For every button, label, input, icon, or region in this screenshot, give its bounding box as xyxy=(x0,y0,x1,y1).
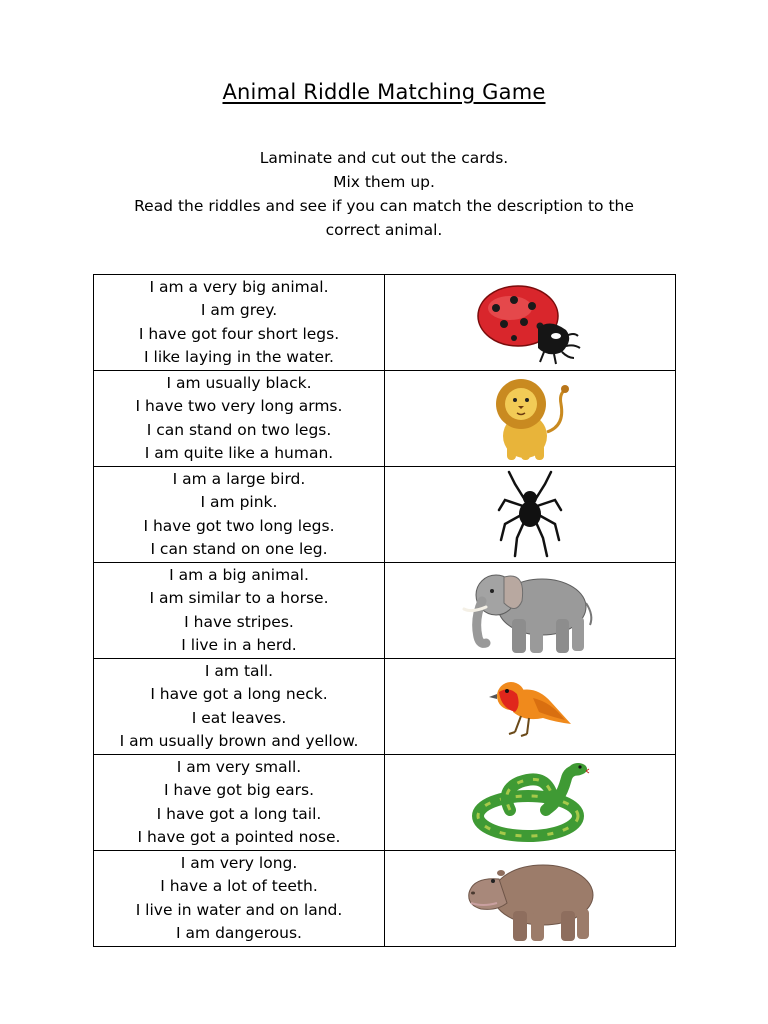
riddle-line: I am grey. xyxy=(200,301,278,319)
riddle-line: I am dangerous. xyxy=(176,924,302,942)
riddle-cards-table xyxy=(93,274,676,947)
riddle-card xyxy=(94,275,385,371)
riddle-line: I have got four short legs. xyxy=(138,324,340,343)
lion-icon xyxy=(485,374,575,464)
riddle-line: I am usually black. xyxy=(166,373,312,392)
riddle-line: I have got a long neck. xyxy=(150,685,328,703)
page-title: Animal Riddle Matching Game xyxy=(222,80,546,104)
picture-card xyxy=(385,371,676,467)
riddle-line: I am usually brown and yellow. xyxy=(119,732,359,750)
card-row xyxy=(94,659,676,755)
card-row xyxy=(94,755,676,851)
riddle-line: I live in water and on land. xyxy=(135,900,343,919)
riddle-line: I am quite like a human. xyxy=(144,444,334,462)
card-row xyxy=(94,851,676,947)
card-row xyxy=(94,275,676,371)
card-row xyxy=(94,563,676,659)
riddle-card xyxy=(94,851,385,947)
riddle-line: I live in a herd. xyxy=(181,636,297,654)
picture-card xyxy=(385,275,676,371)
picture-card xyxy=(385,755,676,851)
riddle-line: I have got a long tail. xyxy=(156,804,322,823)
picture-card xyxy=(385,659,676,755)
riddle-line: I have got big ears. xyxy=(163,781,315,799)
riddle-line: I can stand on two legs. xyxy=(146,420,332,439)
riddle-line: I am a large bird. xyxy=(172,469,306,488)
riddle-line: I eat leaves. xyxy=(191,708,287,727)
riddle-line: I like laying in the water. xyxy=(144,348,334,366)
riddle-line: I have got a pointed nose. xyxy=(137,828,341,846)
riddle-line: I have stripes. xyxy=(184,612,294,631)
riddle-card xyxy=(94,467,385,563)
picture-card xyxy=(385,467,676,563)
riddle-line: I am pink. xyxy=(200,493,278,511)
riddle-card xyxy=(94,659,385,755)
robin-icon xyxy=(485,672,575,742)
elephant-icon xyxy=(460,563,600,658)
riddle-line: I have got two long legs. xyxy=(143,516,335,535)
riddle-line: I am tall. xyxy=(204,661,274,680)
riddle-line: I have a lot of teeth. xyxy=(160,877,318,895)
hippo-icon xyxy=(463,853,598,945)
instruction-line: correct animal. xyxy=(325,221,443,239)
riddle-line: I have two very long arms. xyxy=(135,397,343,415)
riddle-line: I am a big animal. xyxy=(169,565,309,584)
ladybird-icon xyxy=(470,278,590,368)
riddle-card xyxy=(94,755,385,851)
riddle-line: I am very long. xyxy=(180,853,298,872)
card-row xyxy=(94,371,676,467)
snake-icon xyxy=(470,760,590,845)
spider-icon xyxy=(495,470,565,560)
instruction-line: Laminate and cut out the cards. xyxy=(259,149,509,167)
riddle-line: I am similar to a horse. xyxy=(149,589,329,607)
instructions xyxy=(90,146,678,242)
card-row xyxy=(94,467,676,563)
picture-card xyxy=(385,851,676,947)
riddle-line: I can stand on one leg. xyxy=(150,540,328,558)
riddle-card xyxy=(94,563,385,659)
instruction-line: Mix them up. xyxy=(333,173,435,191)
picture-card xyxy=(385,563,676,659)
riddle-line: I am a very big animal. xyxy=(149,277,329,296)
instruction-line: Read the riddles and see if you can match the description to the xyxy=(134,197,634,215)
riddle-card xyxy=(94,371,385,467)
riddle-line: I am very small. xyxy=(176,757,302,776)
